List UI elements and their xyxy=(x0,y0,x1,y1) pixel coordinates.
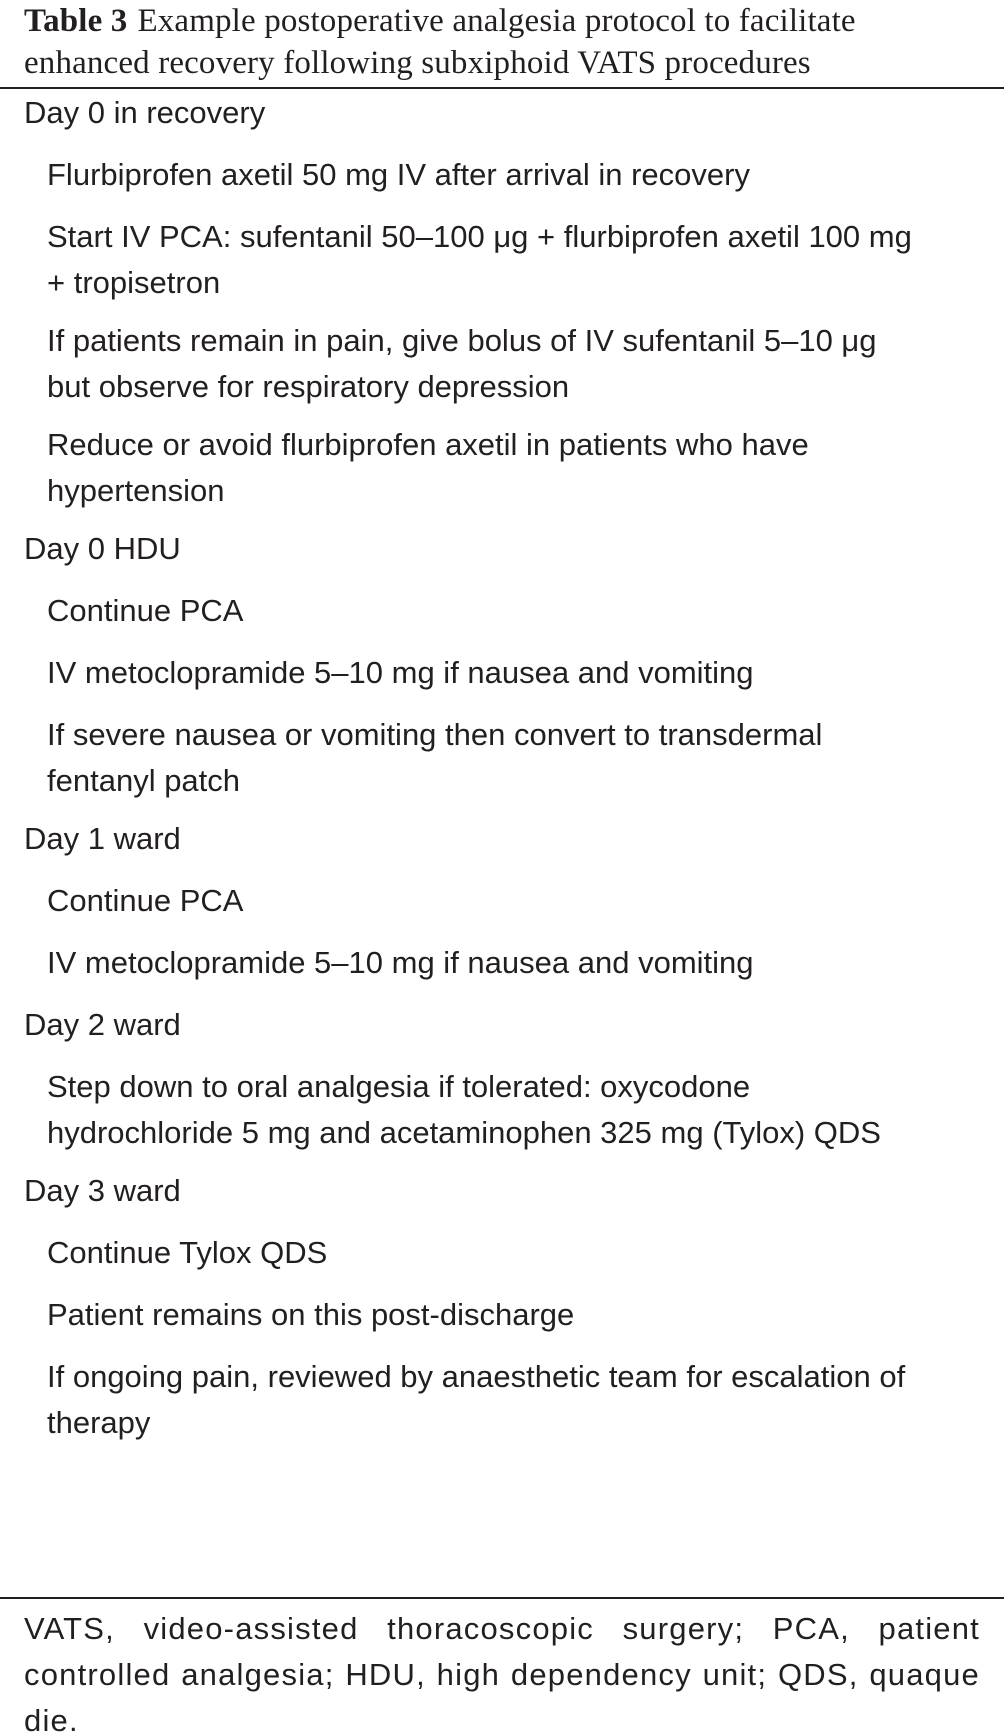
table-bottom-rule xyxy=(0,1597,1004,1599)
table-row-item xyxy=(47,1230,987,1276)
table-row-item xyxy=(47,878,987,924)
table-section-heading xyxy=(24,90,984,136)
footnote-line-2: controlled analgesia; HDU, high dependency unit; QDS, quaque xyxy=(24,1657,980,1692)
table-row-line: therapy xyxy=(47,1405,151,1440)
table-row-line: If ongoing pain, reviewed by anaesthetic team for escalation of xyxy=(47,1359,906,1394)
footnote-line-3: die. xyxy=(24,1703,79,1734)
table-section-heading xyxy=(24,816,984,862)
footnote-line-1: VATS, video-assisted thoracoscopic surgery; PCA, patient xyxy=(24,1611,980,1646)
table-row-line: Day 0 in recovery xyxy=(24,95,266,130)
table-top-rule xyxy=(0,87,1004,89)
table-footnote xyxy=(24,1606,980,1734)
table-caption xyxy=(24,0,980,84)
table-title-line-1: Example postoperative analgesia protocol to facilitate xyxy=(137,3,856,39)
table-row-line: + tropisetron xyxy=(47,265,221,300)
table-row-item xyxy=(47,318,987,410)
table-row-line: fentanyl patch xyxy=(47,763,241,798)
table-row-item xyxy=(47,1354,987,1446)
caption-line-1 xyxy=(24,0,980,42)
table-section-heading xyxy=(24,1168,984,1214)
table-row-item xyxy=(47,152,987,198)
table-row-line: IV metoclopramide 5–10 mg if nausea and vomiting xyxy=(47,655,754,690)
table-row-line: hydrochloride 5 mg and acetaminophen 325 mg (Tylox) QDS xyxy=(47,1115,881,1150)
table-row-line: Day 2 ward xyxy=(24,1007,181,1042)
table-row-line: Patient remains on this post-discharge xyxy=(47,1297,575,1332)
table-row-item xyxy=(47,712,987,804)
table-row-line: Continue PCA xyxy=(47,883,244,918)
table-row-line: Step down to oral analgesia if tolerated: oxycodone xyxy=(47,1069,751,1104)
table-row-item xyxy=(47,214,987,306)
table-row-line: Flurbiprofen axetil 50 mg IV after arrival in recovery xyxy=(47,157,750,192)
table-section-heading xyxy=(24,1002,984,1048)
table-row-line: Start IV PCA: sufentanil 50–100 μg + flurbiprofen axetil 100 mg xyxy=(47,219,912,254)
table-row-item xyxy=(47,650,987,696)
table-row-line: Continue PCA xyxy=(47,593,244,628)
table-row-line: IV metoclopramide 5–10 mg if nausea and vomiting xyxy=(47,945,754,980)
table-row-item xyxy=(47,422,987,514)
table-row-line: Reduce or avoid flurbiprofen axetil in patients who have xyxy=(47,427,809,462)
table-row-line: Day 1 ward xyxy=(24,821,181,856)
table-body xyxy=(0,90,1004,1595)
table-section-heading xyxy=(24,526,984,572)
table-row-line: Day 3 ward xyxy=(24,1173,181,1208)
table-row-item xyxy=(47,1292,987,1338)
table-row-line: Day 0 HDU xyxy=(24,531,181,566)
table-row-line: hypertension xyxy=(47,473,225,508)
table-row-item xyxy=(47,940,987,986)
table-row-line: If severe nausea or vomiting then convert to transdermal xyxy=(47,717,823,752)
table-title-line-2: enhanced recovery following subxiphoid VATS procedures xyxy=(24,45,811,81)
table-row-line: If patients remain in pain, give bolus of IV sufentanil 5–10 μg xyxy=(47,323,877,358)
table-row-item xyxy=(47,588,987,634)
table-row-item xyxy=(47,1064,987,1156)
table-row-line: Continue Tylox QDS xyxy=(47,1235,328,1270)
table-row-line: but observe for respiratory depression xyxy=(47,369,570,404)
table-label: Table 3 xyxy=(24,3,128,39)
